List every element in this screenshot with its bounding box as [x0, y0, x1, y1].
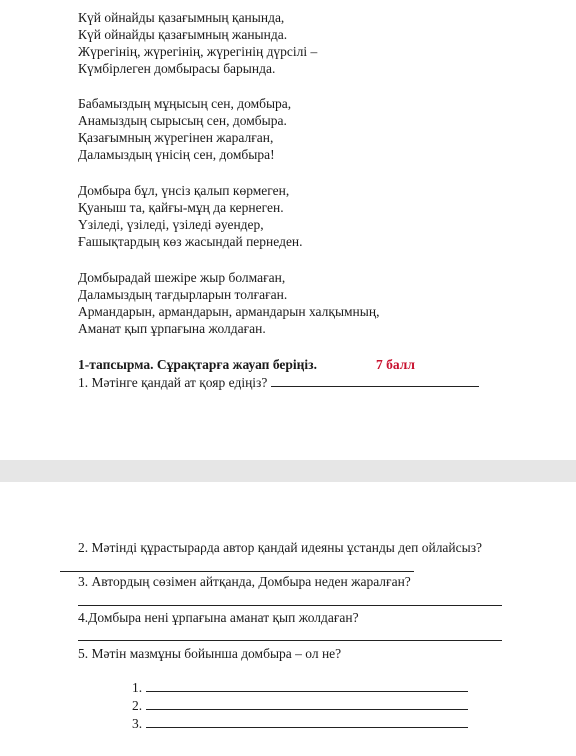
question-1-text: 1. Мәтінге қандай ат қояр едіңіз?: [78, 375, 268, 390]
answer-item-1: [132, 679, 468, 696]
task-title: 1-тапсырма. Сұрақтарға жауап беріңіз.: [78, 357, 317, 372]
poem-line: Күй ойнайды қазағымның жанында.: [78, 27, 288, 42]
question-4: 4.Домбыра нені ұрпағына аманат қып жолдаған?: [78, 610, 359, 625]
poem-line: Күй ойнайды қазағымның қанында,: [78, 10, 285, 25]
answer-field-3[interactable]: [78, 605, 502, 606]
question-2: 2. Мәтінді құрастыраρда автор қандай идеяны ұстанды деп ойлайсыз?: [78, 540, 483, 555]
poem-line: Даламыздың үнісің сен, домбыра!: [78, 147, 275, 162]
answer-field-1[interactable]: [271, 374, 479, 387]
poem-line: Жүрегінің, жүрегінің, жүрегінің дүрсілі –: [78, 44, 318, 59]
poem-line: Ғашықтардың көз жасындай пернеден.: [78, 234, 303, 249]
poem-line: Қазағымның жүрегінен жаралған,: [78, 130, 274, 145]
poem-line: Домбырадай шежіре жыр болмаған,: [78, 270, 286, 285]
question-1: [78, 374, 479, 391]
answer-item-2: [132, 697, 468, 714]
answer-field-5-3[interactable]: [146, 715, 468, 728]
answer-field-5-1[interactable]: [146, 679, 468, 692]
question-5: 5. Мәтін мазмұны бойынша домбыра – ол не?: [78, 646, 342, 661]
poem-line: Аманат қып ұрпағына жолдаған.: [78, 321, 266, 336]
poem-line: Армандарын, армандарын, армандарын халқымның,: [78, 304, 380, 319]
page-separator: [0, 460, 576, 482]
poem-line: Қуаныш та, қайғы-мұң да кернеген.: [78, 200, 284, 215]
poem-line: Бабамыздың мұңысың сен, домбыра,: [78, 96, 292, 111]
answer-item-number: 2.: [132, 698, 143, 713]
answer-item-number: 3.: [132, 716, 143, 731]
score-badge: 7 балл: [376, 357, 415, 372]
answer-field-5-2[interactable]: [146, 697, 468, 710]
poem-line: Даламыздың тағдырларын толғаған.: [78, 287, 288, 302]
answer-item-3: [132, 715, 468, 732]
poem-line: Күмбірлеген домбырасы барында.: [78, 61, 276, 76]
poem-line: Анамыздың сырысың сен, домбыра.: [78, 113, 287, 128]
answer-field-2[interactable]: [60, 571, 414, 572]
poem-line: Үзіледі, үзіледі, үзіледі әуендер,: [78, 217, 264, 232]
question-3: 3. Автордың сөзімен айтқанда, Домбыра неден жаралған?: [78, 574, 411, 589]
answer-field-4[interactable]: [78, 640, 502, 641]
document-page-2: [0, 482, 576, 756]
poem-line: Домбыра бұл, үнсіз қалып көрмеген,: [78, 183, 290, 198]
answer-item-number: 1.: [132, 680, 143, 695]
